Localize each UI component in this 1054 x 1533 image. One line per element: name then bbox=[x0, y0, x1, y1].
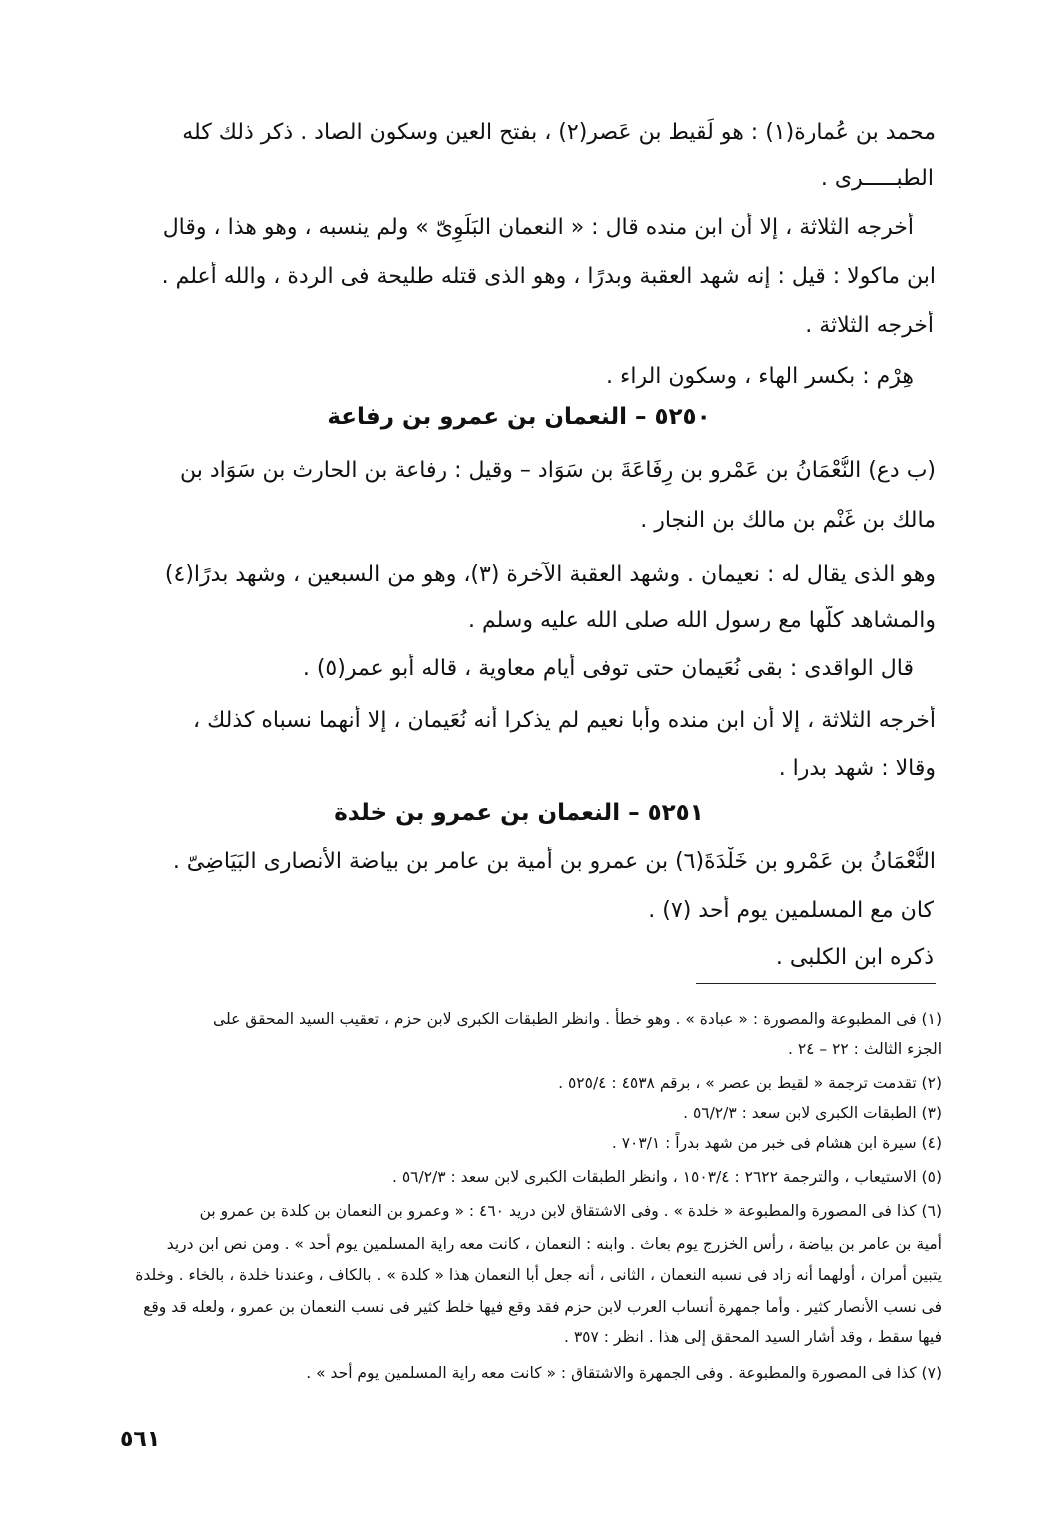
entry-heading-5250: ٥٢٥٠ – النعمان بن عمرو بن رفاعة bbox=[327, 404, 711, 430]
entry-5250-line-3: وهو الذى يقال له : نعيمان . وشهد العقبة الآخرة (٣)، وهو من السبعين ، وشهد بدرًا(٤) bbox=[164, 562, 936, 587]
body-line-6: هِرْم : بكسر الهاء ، وسكون الراء . bbox=[606, 364, 914, 389]
entry-5250-line-5: قال الواقدى : بقى نُعَيمان حتى توفى أيام معاوية ، قاله أبو عمر(٥) . bbox=[302, 656, 914, 681]
footnote-2: (٢) تقدمت ترجمة « لقيط بن عصر » ، برقم ٤٥٣٨ : ٥٢٥/٤ . bbox=[558, 1074, 942, 1092]
entry-5251-line-3: ذكره ابن الكلبى . bbox=[775, 945, 934, 970]
entry-5251-line-1: النُّعْمَانُ بن عَمْرو بن خَلْدَةَ(٦) بن عمرو بن أمية بن عامر بن بياضة الأنصارى البَيَاضِىّ . bbox=[172, 849, 936, 874]
footnote-6-line-3: يتبين أمران ، أولهما أنه زاد فى نسبه النعمان ، الثانى ، أنه جعل أبا النعمان هذا « كلدة » . بالكاف ، وعندنا خلدة ، بالخاء . وخلدة bbox=[135, 1266, 942, 1284]
entry-5250-line-2: مالك بن غَنْم بن مالك بن النجار . bbox=[640, 508, 936, 533]
footnote-6-line-1: (٦) كذا فى المصورة والمطبوعة « خلدة » . وفى الاشتقاق لابن دريد ٤٦٠ : « وعمرو بن النعمان بن كلدة بن عمرو بن bbox=[199, 1202, 942, 1220]
entry-heading-5251: ٥٢٥١ – النعمان بن عمرو بن خلدة bbox=[334, 800, 704, 826]
footnote-6-line-4: فى نسب الأنصار كثير . وأما جمهرة أنساب العرب لابن حزم فقد وقع فيها خلط كثير فى نسب النعمان بن عمرو ، ولعله قد وقع bbox=[143, 1298, 942, 1316]
body-line-1: محمد بن عُمارة(١) : هو لَقيط بن عَصر(٢) ، بفتح العين وسكون الصاد . ذكر ذلك كله bbox=[182, 120, 936, 145]
footnote-5: (٥) الاستيعاب ، والترجمة ٢٦٢٢ : ١٥٠٣/٤ ، وانظر الطبقات الكبرى لابن سعد : ٥٦/٢/٣ . bbox=[392, 1168, 942, 1186]
body-line-4: ابن ماكولا : قيل : إنه شهد العقبة وبدرًا ، وهو الذى قتله طليحة فى الردة ، والله أعلم . bbox=[161, 264, 936, 289]
body-line-3: أخرجه الثلاثة ، إلا أن ابن منده قال : « النعمان البَلَوِىّ » ولم ينسبه ، وهو هذا ، وقال bbox=[162, 215, 914, 240]
footnote-4: (٤) سيرة ابن هشام فى خبر من شهد بدراً : ٧٠٣/١ . bbox=[611, 1134, 942, 1152]
footnote-divider bbox=[696, 983, 936, 984]
page-number: ٥٦١ bbox=[120, 1427, 161, 1452]
entry-5250-line-4: والمشاهد كلَّها مع رسول الله صلى الله عليه وسلم . bbox=[468, 608, 936, 633]
footnote-1-line-1: (١) فى المطبوعة والمصورة : « عبادة » . وهو خطأ . وانظر الطبقات الكبرى لابن حزم ، تعقيب السيد المحقق على bbox=[213, 1010, 942, 1028]
footnote-7: (٧) كذا فى المصورة والمطبوعة . وفى الجمهرة والاشتقاق : « كانت معه راية المسلمين يوم أحد » . bbox=[306, 1364, 942, 1382]
footnote-3: (٣) الطبقات الكبرى لابن سعد : ٥٦/٢/٣ . bbox=[683, 1104, 942, 1122]
entry-5250-line-7: وقالا : شهد بدرا . bbox=[778, 756, 936, 781]
body-line-2: الطبـــــرى . bbox=[820, 166, 934, 191]
footnote-6-line-2: أمية بن عامر بن بياضة ، رأس الخزرج يوم بعاث . وابنه : النعمان ، كانت معه راية المسلمين يوم أحد » . ومن نص ابن دريد bbox=[166, 1235, 942, 1253]
footnote-1-line-2: الجزء الثالث : ٢٢ – ٢٤ . bbox=[787, 1040, 942, 1058]
entry-5250-line-6: أخرجه الثلاثة ، إلا أن ابن منده وأبا نعيم لم يذكرا أنه نُعَيمان ، إلا أنهما نسباه كذلك ، bbox=[193, 708, 936, 733]
entry-5251-line-2: كان مع المسلمين يوم أحد (٧) . bbox=[648, 898, 934, 923]
entry-5250-line-1: (ب دع) النُّعْمَانُ بن عَمْرو بن رِفَاعَةَ بن سَوَاد – وقيل : رفاعة بن الحارث بن سَوَاد بن bbox=[179, 458, 936, 483]
footnote-6-line-5: فيها سقط ، وقد أشار السيد المحقق إلى هذا . انظر : ٣٥٧ . bbox=[563, 1328, 942, 1346]
body-line-5: أخرجه الثلاثة . bbox=[805, 313, 934, 338]
